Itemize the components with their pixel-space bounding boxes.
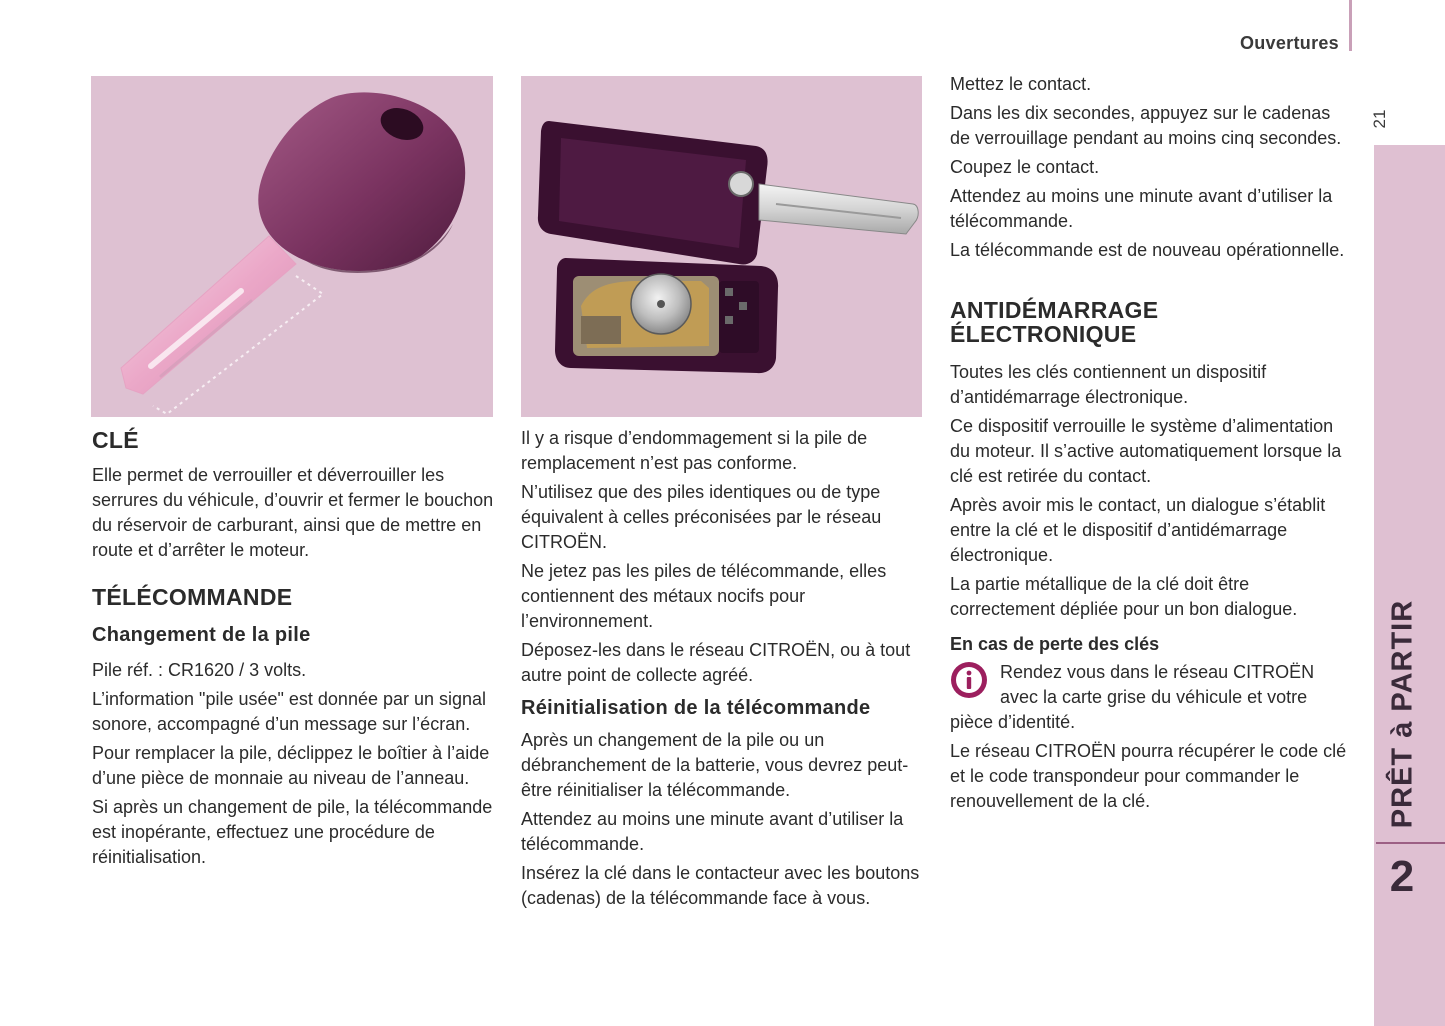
reinit-step-4: Attendez au moins une minute avant d’utiliser la télécommande. <box>950 186 1333 231</box>
antidemarrage-paragraph-1: Toutes les clés contiennent un dispositif d’antidémarrage électronique. <box>950 362 1267 407</box>
antidemarrage-heading-line-2: ÉLECTRONIQUE <box>950 321 1137 347</box>
header-divider <box>1349 0 1352 51</box>
reinit-step-1: Mettez le contact. <box>950 74 1092 94</box>
cle-paragraph: Elle permet de verrouiller et déverrouiller les serrures du véhicule, d’ouvrir et fermer le bouchon du réservoir de carburant, ainsi que de mettre en route et d’arrêter le moteur. <box>92 465 494 560</box>
battery-warning-paragraph-4: Déposez-les dans le réseau CITROËN, ou à tout autre point de collecte agréé. <box>521 640 911 685</box>
reinit-step-5: La télécommande est de nouveau opérationnelle. <box>950 240 1345 260</box>
antidemarrage-heading <box>950 298 1355 346</box>
battery-warning-paragraph-1: Il y a risque d’endommagement si la pile de remplacement n’est pas conforme. <box>521 428 868 473</box>
section-title: Ouvertures <box>1239 33 1339 53</box>
antidemarrage-paragraph-3: Après avoir mis le contact, un dialogue s’établit entre la clé et le dispositif d’antidémarrage électronique. <box>950 495 1326 565</box>
chapter-number: 2 <box>1389 852 1415 901</box>
telecommande-heading: TÉLÉCOMMANDE <box>92 584 293 610</box>
remote-figure <box>521 76 922 417</box>
perte-paragraph: Le réseau CITROËN pourra récupérer le code clé et le code transpondeur pour commander le renouvellement de la clé. <box>950 741 1347 811</box>
chapter-tab-divider <box>1376 842 1445 844</box>
column-1 <box>92 428 494 874</box>
battery-warning-paragraph-3: Ne jetez pas les piles de télécommande, elles contiennent des métaux nocifs pour l’environnement. <box>521 561 887 631</box>
antidemarrage-paragraph-4: La partie métallique de la clé doit être correctement dépliée pour un bon dialogue. <box>950 574 1298 619</box>
battery-warning-paragraph-2: N’utilisez que des piles identiques ou de type équivalent à celles préconisées par le réseau CITROËN. <box>521 482 882 552</box>
perte-subheading: En cas de perte des clés <box>950 634 1160 654</box>
info-paragraph: Rendez vous dans le réseau CITROËN avec la carte grise du véhicule et votre pièce d’identité. <box>950 662 1315 732</box>
pile-paragraph-2: L’information "pile usée" est donnée par un signal sonore, accompagné d’un message sur l’écran. <box>92 689 487 734</box>
column-2 <box>521 426 923 915</box>
key-figure <box>91 76 493 417</box>
cle-heading: CLÉ <box>92 427 139 453</box>
info-icon <box>950 661 988 699</box>
reinit-paragraph-3: Insérez la clé dans le contacteur avec les boutons (cadenas) de la télécommande face à vous. <box>521 863 920 908</box>
pile-subheading: Changement de la pile <box>92 624 311 646</box>
antidemarrage-paragraph-2: Ce dispositif verrouille le système d’alimentation du moteur. Il s’active automatiquement lorsque la clé est retirée du contact. <box>950 416 1342 486</box>
key-illustration-icon <box>91 76 493 417</box>
info-note <box>950 660 1355 735</box>
reinit-subheading: Réinitialisation de la télécommande <box>521 697 871 719</box>
pile-paragraph-3: Pour remplacer la pile, déclippez le boîtier à l’aide d’une pièce de monnaie au niveau de l’anneau. <box>92 743 490 788</box>
reinit-step-2: Dans les dix secondes, appuyez sur le cadenas de verrouillage pendant au moins cinq secondes. <box>950 103 1342 148</box>
reinit-paragraph-1: Après un changement de la pile ou un débranchement de la batterie, vous devrez peut-être réinitialiser la télécommande. <box>521 730 909 800</box>
column-3 <box>950 72 1355 818</box>
pile-paragraph-4: Si après un changement de pile, la télécommande est inopérante, effectuez une procédure de réinitialisation. <box>92 797 493 867</box>
reinit-paragraph-2: Attendez au moins une minute avant d’utiliser la télécommande. <box>521 809 904 854</box>
chapter-label: PRÊT à PARTIR <box>1386 599 1419 829</box>
antidemarrage-heading-line-1: ANTIDÉMARRAGE <box>950 297 1159 323</box>
pile-paragraph-1: Pile réf. : CR1620 / 3 volts. <box>92 660 307 680</box>
reinit-step-3: Coupez le contact. <box>950 157 1100 177</box>
remote-battery-illustration-icon <box>521 76 922 417</box>
page-number: 21 <box>1370 109 1389 129</box>
